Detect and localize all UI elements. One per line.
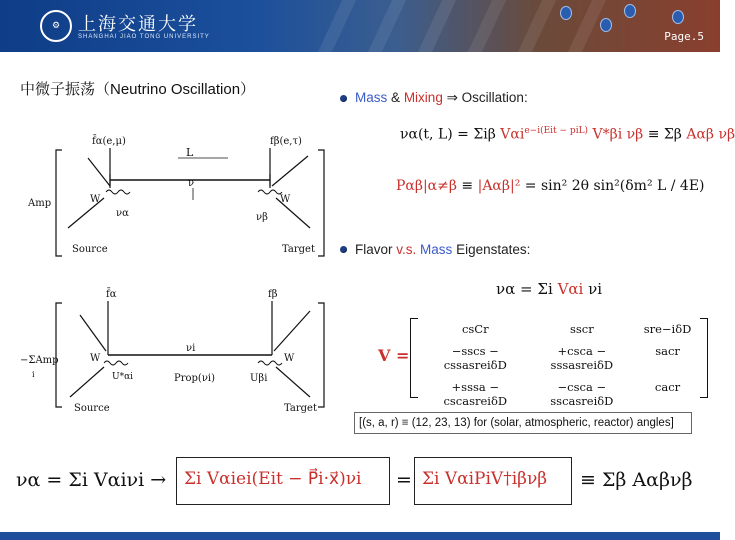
bullet-mass-mixing [340, 90, 528, 106]
bullet-dot-icon [340, 95, 347, 102]
matrix-label: V = [378, 346, 410, 365]
eq2-a: |Aαβ|² [477, 178, 521, 194]
bullet-dot-icon [340, 246, 347, 253]
target-label: Target [284, 403, 317, 414]
distance-label: L [186, 146, 194, 159]
eq2-equiv: ≡ [461, 178, 474, 194]
mass-word: Mass [355, 90, 388, 105]
eigenstates-word: Eigenstates: [456, 242, 531, 257]
footer-bar [0, 532, 720, 540]
sum-index-label: i [32, 370, 35, 379]
banner-decoration [368, 0, 406, 52]
w-right-label: W [284, 353, 295, 364]
lantern-icon [560, 6, 572, 20]
f-alpha-label: f̄α(e,μ) [92, 136, 126, 147]
page-number: Page.5 [664, 30, 704, 43]
propagator-label: Prop(νi) [174, 373, 216, 384]
f-beta-label: fβ(e,τ) [270, 136, 302, 147]
source-label: Source [72, 244, 108, 255]
eq3-lhs: να = [496, 280, 533, 298]
matrix-cell: −sscs − cssasreiδD [443, 344, 507, 372]
f-alpha-label: f̄α [106, 289, 117, 300]
matrix-left-bracket [410, 318, 418, 398]
matrix-cell: +csca − sssasreiδD [550, 344, 614, 372]
bottom-equation [14, 455, 706, 511]
matrix-grid [422, 322, 700, 408]
eq3-sum: Σi [537, 280, 553, 298]
header-banner [0, 0, 720, 52]
matrix-right-bracket [700, 318, 708, 398]
bottom-eq-part-4: Σi VαiPiV†iβνβ [422, 469, 548, 489]
w-right-label: W [280, 194, 291, 205]
nu-label: ν [188, 178, 195, 189]
eq1-v: Vαi [500, 126, 525, 143]
amp-label: Amp [28, 198, 52, 209]
banner-decoration [518, 0, 556, 52]
eq1-equiv: ≡ [647, 126, 660, 143]
flavor-equation [496, 280, 602, 298]
university-seal-icon: ⚙ [40, 10, 72, 42]
w-left-label: W [90, 353, 101, 364]
lantern-icon [624, 4, 636, 18]
nu-i-label: νi [186, 343, 196, 354]
matrix-cell: sscr [569, 322, 594, 336]
u-alpha-label: U*αi [112, 372, 134, 382]
oscillation-word: Oscillation: [461, 90, 528, 105]
bottom-eq-part-3: = [396, 469, 412, 491]
lantern-icon [672, 10, 684, 24]
university-name-en: SHANGHAI JIAO TONG UNIVERSITY [78, 34, 210, 40]
mixing-word: Mixing [403, 90, 443, 105]
eq1-lhs: να(t, L) = [400, 126, 469, 143]
banner-decoration [468, 0, 506, 52]
banner-decoration [318, 0, 356, 52]
sum-amp-label: −ΣAmp [20, 355, 59, 366]
eq1-sum: Σiβ [473, 126, 496, 143]
feynman-diagram-top [18, 128, 333, 268]
w-left-label: W [90, 194, 101, 205]
source-label: Source [74, 403, 110, 414]
mixing-matrix [378, 318, 708, 408]
bullet-flavor-mass [340, 242, 530, 257]
bottom-eq-part-5: ≡ Σβ Aαβνβ [580, 469, 693, 491]
ampersand: & [391, 90, 401, 105]
banner-decoration [418, 0, 456, 52]
target-label: Target [282, 244, 315, 255]
eq1-a: Aαβ νβ [686, 126, 735, 143]
eq1-vstar: V*βi νβ [592, 126, 644, 143]
matrix-cell: +sssa − cscasreiδD [443, 380, 508, 408]
eq1-exponent: e−i(Eit − piL) [524, 126, 589, 136]
mass-word: Mass [420, 242, 453, 257]
university-name-cn: 上海交通大学 [78, 14, 198, 35]
vs-word: v.s. [396, 242, 417, 257]
bottom-eq-part-2: Σi Vαiei(Eit − P⃗i·x⃗)νi [184, 469, 362, 489]
lantern-icon [600, 18, 612, 32]
eq2-rest: = sin² 2θ sin²(δm² L / 4E) [524, 178, 705, 194]
f-beta-label: fβ [268, 289, 278, 300]
slide-title: 中微子振荡（Neutrino Oscillation） [20, 81, 256, 98]
probability-equation [396, 178, 705, 194]
feynman-diagram-bottom [18, 285, 333, 420]
flavor-word: Flavor [355, 242, 393, 257]
matrix-cell: −csca − sscasreiδD [550, 380, 614, 408]
eq1-sum2: Σβ [663, 126, 682, 143]
nu-beta-label: νβ [256, 212, 268, 223]
implies-arrow: ⇒ [446, 90, 458, 105]
eq3-v: Vαi [557, 280, 584, 298]
matrix-cell: sre−iδD [643, 322, 692, 336]
eq2-p: Pαβ|α≠β [396, 178, 457, 194]
u-beta-label: Uβi [250, 373, 268, 384]
amplitude-equation [400, 126, 735, 143]
matrix-cell: cacr [654, 380, 681, 394]
angles-note: [(s, a, r) ≡ (12, 23, 13) for (solar, atmospheric, reactor) angles] [354, 412, 692, 434]
bottom-eq-part-1: να = Σi Vαiνi → [16, 469, 167, 491]
nu-alpha-label: να [116, 208, 129, 219]
matrix-cell: csCr [461, 322, 489, 336]
eq3-nu: νi [588, 280, 603, 298]
matrix-cell: sacr [655, 344, 680, 358]
